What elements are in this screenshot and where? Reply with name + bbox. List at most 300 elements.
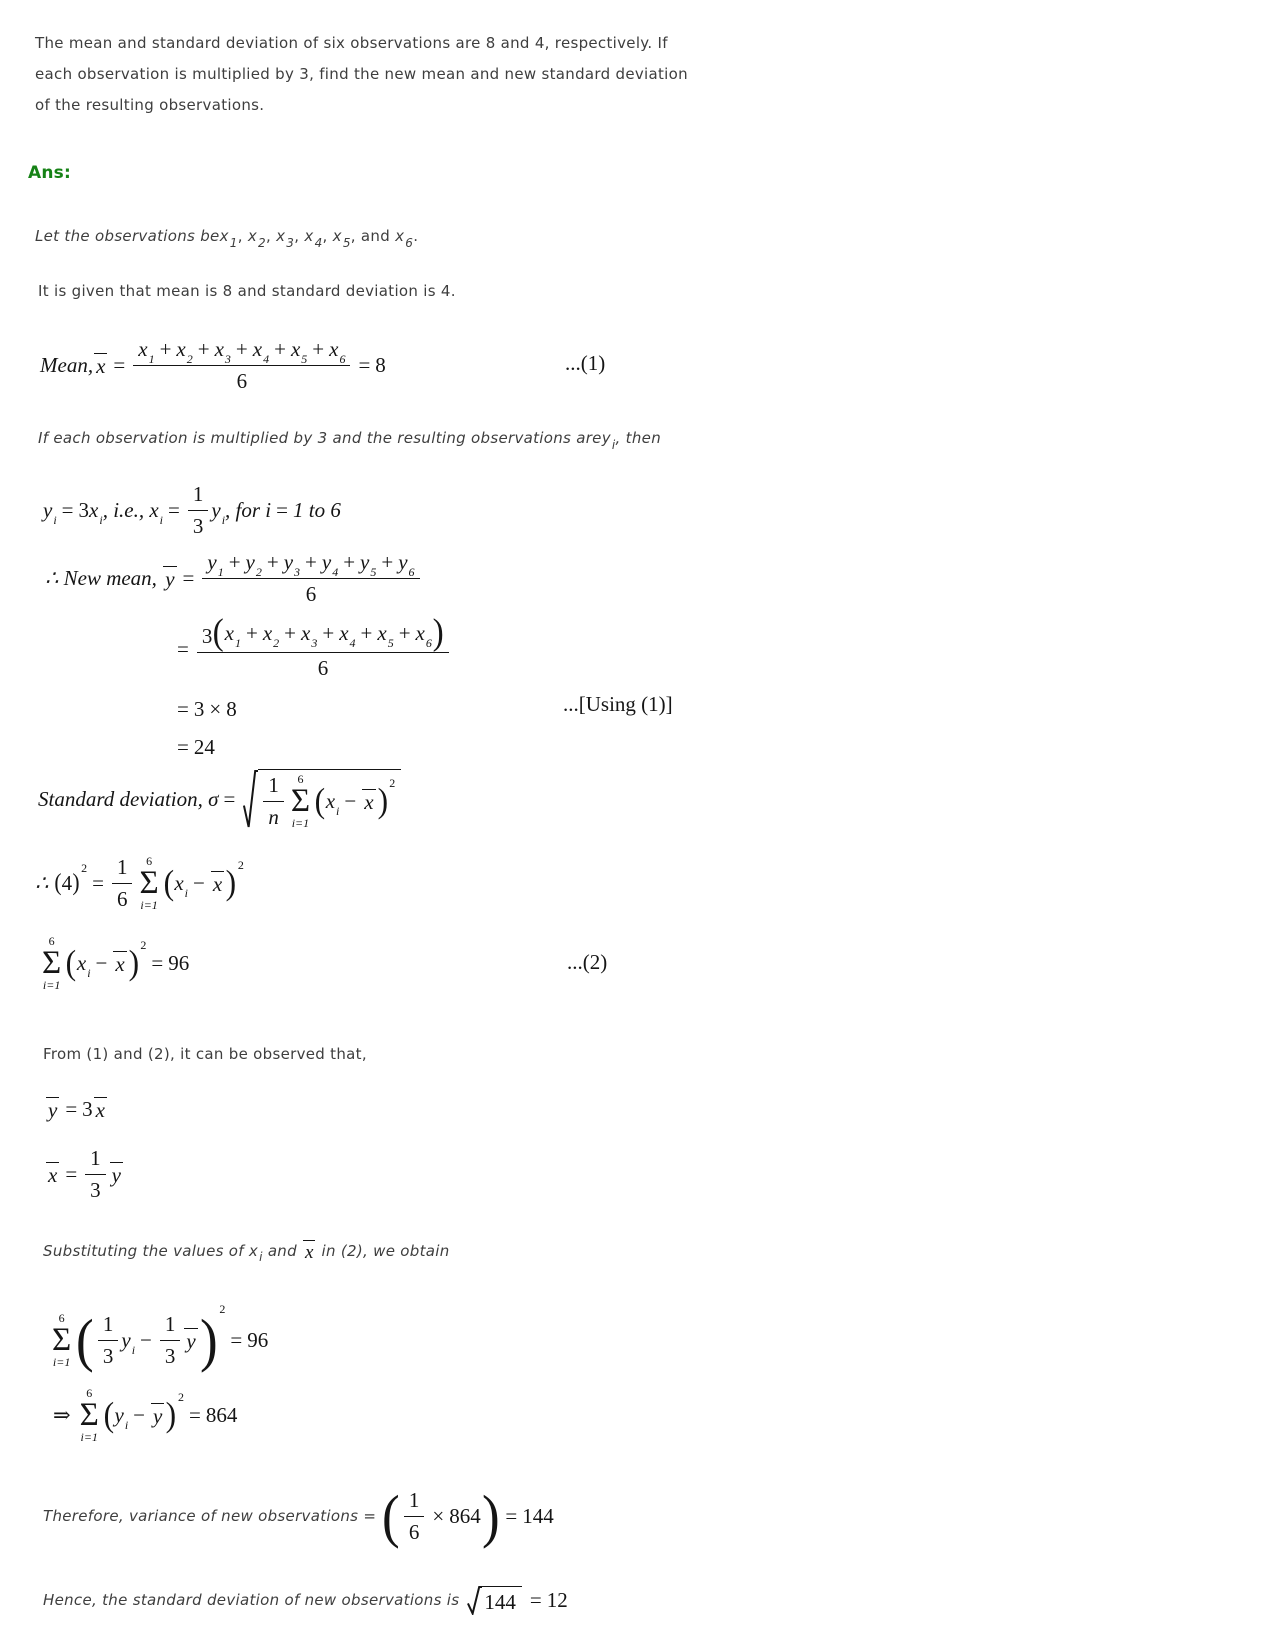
summation: [291, 773, 310, 829]
math-text: 4: [61, 870, 73, 895]
math-variable-subscripted: [214, 336, 231, 366]
math-operator: =: [151, 950, 164, 975]
math-text: 6: [408, 1519, 420, 1544]
math-variable: x: [325, 788, 336, 813]
math-operator: ⇒: [53, 1402, 71, 1427]
fraction-denominator: [404, 1516, 425, 1545]
math-operator: =: [529, 1587, 542, 1612]
math-subscript: 1: [217, 564, 224, 579]
equation-new-mean-line-2: [172, 612, 452, 680]
math-subscript: i: [99, 512, 103, 527]
math-text: ,: [237, 227, 248, 245]
paren-content: [174, 870, 225, 900]
math-text: 1: [268, 772, 279, 797]
math-subscript: 5: [301, 351, 308, 366]
math-subscript: 6: [408, 564, 415, 579]
fraction-denominator: [85, 1174, 106, 1203]
math-variable-subscripted: [276, 226, 295, 250]
math-variable: y: [165, 567, 175, 591]
math-operator: −: [193, 870, 205, 895]
equation-standard-deviation: [38, 763, 404, 835]
math-variable-subscripted: [43, 497, 57, 527]
math-variable: i: [265, 497, 272, 522]
math-variable-subscripted: [398, 549, 415, 579]
radical-icon: [467, 1586, 482, 1615]
overbar: [46, 1162, 59, 1186]
math-operator: =: [182, 565, 195, 590]
math-variable-subscripted: [304, 226, 323, 250]
fraction-numerator: [197, 612, 449, 654]
paren-right: ): [165, 1395, 177, 1435]
math-subscript: 5: [387, 635, 394, 650]
math-variable-subscripted: [321, 549, 339, 579]
math-subscript: 5: [342, 236, 351, 250]
math-text: 864: [205, 1402, 238, 1427]
math-variable: ∴ New mean,: [45, 565, 163, 590]
math-variable: n: [268, 804, 279, 829]
math-superscript: 2: [237, 858, 244, 873]
paren-right: ): [377, 781, 388, 821]
math-subscript: 6: [339, 351, 346, 366]
math-variable: x: [364, 790, 374, 814]
math-operator: ×: [209, 696, 222, 721]
math-operator: =: [177, 636, 189, 661]
parenthesized-group: [103, 1390, 184, 1435]
math-text: 3: [201, 623, 213, 648]
question-line-1: The mean and standard deviation of six observations are 8 and 4, respectively. If: [35, 34, 668, 52]
math-operator: +: [305, 549, 317, 574]
math-variable: Substituting the values of: [43, 1242, 249, 1260]
math-variable: y: [111, 1163, 121, 1187]
parenthesized-group: [75, 1301, 226, 1373]
square-root: [467, 1586, 522, 1615]
question-paragraph: [35, 28, 688, 121]
math-operator: +: [228, 549, 241, 574]
math-variable: x: [305, 1242, 314, 1263]
math-operator: =: [65, 1161, 78, 1186]
paren-content: [401, 1488, 481, 1545]
math-subscript: 1: [148, 351, 155, 366]
math-operator: =: [168, 497, 180, 522]
math-variable: Mean,: [40, 352, 94, 377]
math-text: 1: [116, 854, 128, 879]
fraction-numerator: [160, 1312, 181, 1340]
paren-right: ): [199, 1306, 218, 1373]
paren-right: ): [72, 869, 80, 896]
let-observations-line: [35, 226, 419, 250]
math-operator: =: [177, 696, 189, 721]
overbar: [94, 353, 107, 377]
math-operator: +: [246, 620, 258, 645]
sigma-icon: Σ: [290, 782, 311, 819]
paren-left: (: [103, 1395, 114, 1435]
equation-label-using-1: ...[Using (1)]: [563, 692, 673, 716]
math-superscript: 2: [81, 860, 88, 875]
math-operator: +: [235, 336, 248, 361]
math-text: 1: [192, 481, 204, 506]
summation-lower-limit: i=1: [140, 898, 158, 913]
math-variable-subscripted: [121, 1327, 136, 1357]
math-variable: x: [395, 227, 405, 245]
equation-mean: [40, 336, 386, 394]
overbar: [211, 871, 224, 895]
math-subscript: 6: [405, 236, 414, 250]
math-variable: x: [219, 227, 229, 245]
radicand: [258, 769, 401, 830]
math-text: 1: [164, 1311, 176, 1336]
math-operator: +: [381, 549, 394, 574]
math-operator: −: [344, 788, 357, 813]
paren-content: [62, 871, 73, 896]
math-variable: , i.e.,: [102, 497, 150, 522]
fraction-denominator: [197, 652, 449, 681]
overbar: [46, 1097, 59, 1121]
fraction: [98, 1312, 119, 1369]
math-subscript: i: [131, 1342, 136, 1357]
answer-label: Ans:: [28, 163, 71, 183]
math-text: 6: [317, 655, 329, 680]
math-variable-subscripted: [601, 428, 616, 452]
math-variable: x: [95, 1098, 105, 1122]
equation-label-1: ...(1): [565, 351, 606, 375]
fraction: [112, 855, 133, 912]
equation-x-equals-third-y: [45, 1145, 124, 1202]
math-variable: x: [290, 336, 301, 361]
math-variable: y: [186, 1329, 196, 1353]
math-operator: =: [65, 1096, 78, 1121]
math-variable: x: [329, 336, 339, 361]
math-variable-subscripted: [283, 549, 301, 579]
math-variable-subscripted: [415, 620, 432, 650]
math-subscript: 2: [186, 351, 193, 366]
math-superscript: 2: [389, 776, 396, 791]
fraction-denominator: [188, 510, 209, 539]
math-operator: =: [61, 497, 74, 522]
equation-new-mean-block: [45, 548, 452, 760]
math-variable: ∴: [35, 870, 54, 895]
question-line-3: of the resulting observations.: [35, 96, 265, 114]
math-operator: =: [223, 786, 236, 811]
math-variable: y: [43, 497, 53, 522]
sigma-icon: Σ: [42, 944, 62, 981]
math-operator: +: [284, 620, 297, 645]
math-variable: x: [276, 227, 286, 245]
math-text: 8: [375, 352, 386, 377]
math-variable-subscripted: [377, 620, 394, 650]
math-operator: =: [230, 1327, 243, 1352]
math-operator: =: [276, 497, 288, 522]
math-subscript: 2: [255, 564, 262, 579]
math-text: .: [413, 227, 419, 245]
fraction-denominator: [112, 883, 133, 912]
fraction-numerator: [404, 1488, 425, 1516]
equation-sum-864: [48, 1386, 237, 1444]
math-subscript: 3: [286, 236, 295, 250]
math-text: 3: [193, 696, 205, 721]
math-operator: +: [159, 336, 172, 361]
math-text: 3: [164, 1343, 176, 1368]
overbar: [184, 1328, 197, 1352]
math-variable: x: [224, 620, 234, 645]
math-variable: x: [262, 620, 273, 645]
summation: [42, 935, 61, 991]
math-variable: y: [48, 1098, 58, 1122]
equation-new-mean-line-4: [172, 734, 452, 760]
math-operator: =: [505, 1503, 518, 1528]
math-variable-subscripted: [76, 950, 91, 980]
fraction-numerator: [202, 550, 419, 578]
math-variable: Let the observations be: [35, 227, 220, 245]
paren-left: (: [76, 1306, 94, 1373]
fraction-numerator: [188, 482, 209, 510]
equation-label-2: ...(2): [567, 950, 608, 974]
fraction-numerator: [85, 1146, 106, 1174]
fraction-numerator: [112, 855, 133, 883]
paren-content: [325, 788, 377, 818]
math-variable: y: [601, 429, 611, 447]
math-text: 1: [90, 1145, 101, 1170]
overbar: [151, 1403, 164, 1427]
fraction-denominator: [133, 365, 350, 394]
equation-substituted-96: [48, 1303, 268, 1377]
math-variable: x: [176, 336, 186, 361]
parenthesized-group: [381, 1482, 500, 1549]
math-variable: y: [283, 549, 294, 574]
math-subscript: i: [184, 885, 189, 900]
summation-lower-limit: i=1: [42, 978, 61, 993]
math-variable-subscripted: [395, 226, 414, 250]
fraction: [188, 482, 209, 539]
overbar: [362, 789, 375, 813]
math-operator: ×: [432, 1503, 445, 1528]
math-variable: and: [262, 1242, 303, 1260]
summation: [80, 1387, 99, 1443]
paren-left: (: [65, 943, 77, 983]
math-text: 864: [449, 1503, 481, 1528]
math-variable: , for: [225, 497, 266, 522]
overbar: [303, 1240, 315, 1262]
math-variable: x: [115, 952, 125, 976]
paren-right: ): [432, 612, 444, 654]
math-variable: x: [304, 227, 314, 245]
paren-right: ): [128, 943, 139, 983]
math-variable: x: [138, 336, 148, 361]
math-variable-subscripted: [114, 1402, 129, 1432]
math-text: ,: [322, 227, 333, 245]
sigma-icon: Σ: [79, 1396, 99, 1433]
summation-upper-limit: 6: [58, 1310, 65, 1325]
math-superscript: 2: [177, 1390, 184, 1405]
fraction-denominator: [160, 1340, 181, 1369]
math-text: ,: [294, 227, 305, 245]
summation-upper-limit: 6: [297, 771, 304, 786]
math-text: ,: [265, 227, 277, 245]
math-operator: +: [343, 549, 356, 574]
math-variable-subscripted: [339, 620, 356, 650]
summation-upper-limit: 6: [48, 933, 55, 948]
math-text: 24: [193, 734, 215, 759]
therefore-variance-line: [43, 1482, 554, 1550]
math-text: 12: [546, 1587, 568, 1612]
question-line-2: each observation is multiplied by 3, find the new mean and new standard deviation: [35, 65, 688, 83]
fraction: [263, 773, 284, 830]
math-text: 144: [484, 1589, 516, 1614]
math-subscript: i: [124, 1417, 129, 1432]
sigma-icon: Σ: [52, 1321, 72, 1358]
math-variable: x: [415, 620, 425, 645]
fraction: [85, 1146, 106, 1203]
math-variable-subscripted: [325, 788, 340, 818]
paren-left: (: [314, 781, 326, 821]
math-variable: x: [174, 870, 184, 895]
substituting-line: [43, 1238, 450, 1264]
math-variable-subscripted: [252, 336, 270, 366]
math-variable: x: [89, 497, 99, 522]
fraction: [133, 337, 350, 394]
math-variable: y: [207, 549, 217, 574]
math-text: 1: [408, 1487, 420, 1512]
math-subscript: 2: [273, 635, 280, 650]
math-variable: x: [212, 872, 223, 896]
math-subscript: 4: [349, 635, 356, 650]
math-variable: x: [149, 497, 159, 522]
square-root: [243, 769, 401, 830]
math-subscript: 4: [263, 351, 270, 366]
fraction-numerator: [263, 773, 284, 801]
summation-upper-limit: 6: [86, 1385, 93, 1400]
math-subscript: 4: [332, 564, 339, 579]
sigma-icon: Σ: [139, 864, 159, 901]
math-variable-subscripted: [207, 549, 224, 579]
math-text: 3: [192, 513, 204, 538]
math-operator: =: [113, 352, 126, 377]
math-text: 6: [305, 581, 317, 606]
math-variable: Hence, the standard deviation of new observations is: [43, 1591, 465, 1609]
given-line: It is given that mean is 8 and standard deviation is 4.: [38, 282, 456, 300]
math-superscript: 2: [140, 938, 147, 953]
math-subscript: i: [159, 512, 164, 527]
math-variable: x: [76, 950, 87, 975]
math-subscript: 1: [235, 635, 241, 650]
math-subscript: 5: [370, 564, 377, 579]
math-operator: +: [398, 620, 411, 645]
hence-conclusion-line: [43, 1582, 568, 1618]
math-subscript: 3: [294, 564, 301, 579]
equation-four-squared: [35, 850, 244, 916]
math-variable: y: [245, 549, 255, 574]
math-operator: −: [95, 950, 108, 975]
math-variable-subscripted: [176, 336, 193, 366]
math-subscript: 6: [425, 635, 432, 650]
parenthesized-group: [163, 858, 244, 903]
paren-content: [224, 620, 432, 650]
math-subscript: 1: [229, 236, 238, 250]
math-variable-subscripted: [174, 870, 189, 900]
math-variable: x: [214, 336, 224, 361]
math-operator: +: [197, 336, 210, 361]
fraction: [404, 1488, 425, 1545]
equation-new-mean-line-3: [172, 696, 452, 722]
math-variable: in (2), we obtain: [316, 1242, 450, 1260]
math-variable-subscripted: [149, 497, 164, 527]
math-variable: x: [48, 1163, 58, 1187]
math-operator: =: [177, 734, 189, 759]
math-variable: y: [360, 549, 370, 574]
math-operator: =: [92, 870, 104, 895]
math-variable: σ: [208, 786, 219, 811]
radicand: [482, 1586, 522, 1615]
summation-lower-limit: i=1: [80, 1430, 98, 1445]
math-text: 3: [90, 1177, 101, 1202]
math-subscript: i: [53, 512, 57, 527]
fraction: [202, 550, 419, 607]
overbar: [110, 1162, 123, 1186]
math-text: 6: [236, 368, 248, 393]
paren-right: ): [481, 1482, 500, 1549]
fraction-denominator: [98, 1340, 119, 1369]
math-text: 6: [116, 886, 128, 911]
paren-right: ): [225, 863, 237, 903]
math-variable: x: [252, 336, 263, 361]
math-variable-subscripted: [219, 226, 238, 250]
parenthesized-group: [314, 776, 396, 821]
math-variable: y: [398, 549, 408, 574]
math-variable: y: [114, 1402, 124, 1427]
equation-new-mean-line-1: [45, 548, 452, 608]
summation: [139, 855, 158, 911]
math-variable: y: [321, 549, 332, 574]
math-variable: x: [339, 620, 349, 645]
math-subscript: i: [336, 803, 340, 818]
overbar: [163, 566, 176, 590]
math-text: 3: [102, 1343, 114, 1368]
math-variable: x: [301, 620, 311, 645]
paren-content: [76, 950, 128, 980]
math-subscript: i: [221, 512, 226, 527]
math-text: 96: [168, 950, 190, 975]
math-subscript: 4: [314, 236, 323, 250]
paren-left: (: [163, 863, 174, 903]
math-variable: Therefore, variance of new observations =: [43, 1507, 382, 1525]
parenthesized-group: [65, 938, 147, 983]
math-variable-subscripted: [360, 549, 377, 579]
math-variable: If each observation is multiplied by 3 and the resulting observations are: [38, 429, 602, 447]
fraction: [160, 1312, 181, 1369]
math-variable: x: [332, 227, 342, 245]
math-text: 8: [226, 696, 237, 721]
math-variable: x: [247, 227, 258, 245]
math-variable-subscripted: [138, 336, 155, 366]
math-variable: 1 to 6: [292, 497, 341, 522]
math-variable-subscripted: [211, 497, 226, 527]
overbar: [113, 951, 126, 975]
summation-upper-limit: 6: [146, 853, 153, 868]
math-subscript: 3: [224, 351, 231, 366]
math-variable: , then: [615, 429, 662, 447]
math-text: 144: [522, 1503, 554, 1528]
if-multiplied-line: [38, 428, 662, 452]
math-variable: y: [153, 1404, 163, 1428]
fraction-denominator: [202, 578, 419, 607]
math-operator: +: [360, 620, 373, 645]
math-subscript: i: [259, 1250, 263, 1264]
math-variable-subscripted: [301, 620, 318, 650]
math-subscript: i: [87, 965, 91, 980]
math-variable: x: [96, 354, 106, 378]
equation-yi: [43, 482, 341, 538]
paren-left: (: [54, 869, 62, 896]
math-variable: x: [377, 620, 387, 645]
